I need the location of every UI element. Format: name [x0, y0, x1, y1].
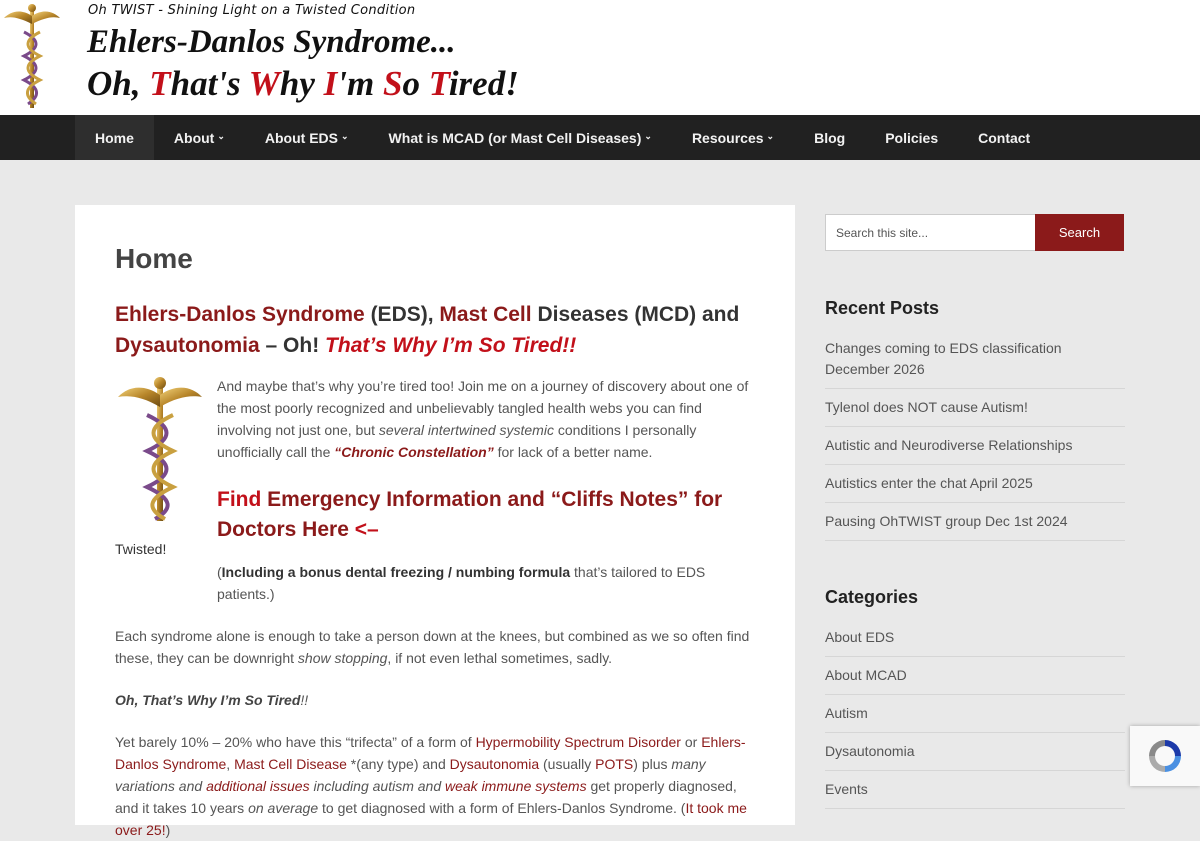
- title-part: S: [383, 64, 403, 103]
- recent-post-item[interactable]: Changes coming to EDS classification December 2026: [825, 338, 1125, 389]
- recent-post-item[interactable]: Tylenol does NOT cause Autism!: [825, 389, 1125, 427]
- tired-bold: Oh, That’s Why I’m So Tired: [115, 692, 301, 708]
- p4-text: *(any type) and: [346, 756, 450, 772]
- eds-link[interactable]: Ehlers-Danlos Syndrome: [115, 303, 365, 326]
- p4-text: to get diagnosed with a form of Ehlers-Danlos Syndrome. (: [318, 800, 686, 816]
- title-part: I: [323, 64, 338, 103]
- title-part: T: [149, 64, 171, 103]
- chevron-down-icon: ⌄: [341, 131, 349, 141]
- nav-item-about[interactable]: [154, 115, 245, 160]
- p1-text: And maybe that’s why you’re tired too! Join me on a journey of discovery about one of the most poorly recognized and unbelievably tangled health webs you can find involving not just one, but: [217, 378, 749, 438]
- tired-text: That’s Why I’m So Tired!!: [325, 334, 577, 357]
- nav-label: Contact: [978, 129, 1031, 146]
- nav-item-contact[interactable]: [958, 115, 1050, 160]
- p4-italic: including autism and: [309, 778, 445, 794]
- nav-label: Policies: [885, 129, 939, 146]
- syndrome-paragraph: [115, 625, 755, 669]
- dental-formula-note: [217, 561, 755, 605]
- recent-post-item[interactable]: Autistics enter the chat April 2025: [825, 465, 1125, 503]
- p1-text: for lack of a better name.: [493, 444, 653, 460]
- nav-item-resources[interactable]: [672, 115, 794, 160]
- hsd-link[interactable]: Hypermobility Spectrum Disorder: [475, 734, 681, 750]
- emergency-info-link[interactable]: [217, 485, 737, 545]
- find-word: Find: [217, 488, 262, 511]
- title-part: T: [428, 64, 449, 103]
- intro-text: – Oh!: [259, 334, 326, 357]
- note-text: that’s tailored to EDS patients.): [217, 564, 706, 602]
- caduceus-logo-icon[interactable]: [2, 2, 62, 112]
- caduceus-image-icon: [115, 375, 205, 525]
- recent-post-item[interactable]: Pausing OhTWIST group Dec 1st 2024: [825, 503, 1125, 541]
- pots-link[interactable]: POTS: [595, 756, 634, 772]
- p2-italic: show stopping: [297, 650, 388, 666]
- site-title-line1[interactable]: Ehlers-Danlos Syndrome...: [87, 24, 456, 60]
- recent-posts-title: Recent Posts: [825, 298, 940, 318]
- main-nav: [0, 115, 1200, 160]
- recaptcha-icon: [1145, 736, 1185, 776]
- nav-label: Home: [95, 129, 134, 146]
- weak-immune-link[interactable]: weak immune systems: [445, 778, 587, 794]
- title-part: 'm: [337, 64, 383, 103]
- p4-italic: many variations and: [115, 756, 706, 794]
- p4-text: get properly diagnosed, and it takes 10 years: [115, 778, 737, 816]
- nav-item-about-eds[interactable]: [245, 115, 369, 160]
- took-me-link[interactable]: It took me over 25!: [115, 800, 747, 838]
- arrow-text: <–: [354, 518, 379, 541]
- paren: (: [217, 564, 222, 580]
- additional-issues-link[interactable]: additional issues: [206, 778, 310, 794]
- recent-post-item[interactable]: Autistic and Neurodiverse Relationships: [825, 427, 1125, 465]
- title-part: o: [402, 64, 429, 103]
- nav-label: About EDS: [264, 129, 338, 146]
- tired-exclaim: !!: [300, 692, 309, 708]
- site-tagline: Oh TWIST - Shining Light on a Twisted Condition: [88, 3, 416, 18]
- chronic-constellation-link[interactable]: “Chronic Constellation”: [334, 444, 494, 460]
- main-content: [75, 205, 795, 838]
- intro-heading: [115, 299, 755, 361]
- nav-label: What is MCAD (or Mast Cell Diseases): [388, 129, 642, 146]
- chevron-down-icon: ⌄: [217, 131, 225, 141]
- dysautonomia-link[interactable]: Dysautonomia: [115, 334, 260, 357]
- p4-text: or: [680, 734, 702, 750]
- intro-text: Diseases (MCD) and: [531, 303, 740, 326]
- category-item[interactable]: Events: [825, 771, 1125, 809]
- search-input[interactable]: [825, 214, 1036, 251]
- p2-text: , if not even lethal sometimes, sadly.: [387, 650, 613, 666]
- p4-text: Yet barely 10% – 20% who have this “trifecta” of a form of: [115, 734, 476, 750]
- nav-item-mcad[interactable]: [369, 115, 672, 160]
- nav-item-policies[interactable]: [865, 115, 958, 160]
- nav-label: Blog: [814, 129, 846, 146]
- p4-italic: on average: [248, 800, 319, 816]
- page-title: Home: [115, 243, 193, 274]
- mcd-link[interactable]: Mast Cell Disease: [234, 756, 347, 772]
- mast-cell-link[interactable]: Mast Cell: [439, 303, 532, 326]
- image-caption: Twisted!: [115, 541, 167, 557]
- p1-italic: several intertwined systemic: [378, 422, 554, 438]
- dysautonomia-link[interactable]: Dysautonomia: [449, 756, 540, 772]
- nav-label: About: [173, 129, 215, 146]
- eds-link[interactable]: Ehlers-Danlos Syndrome: [115, 734, 746, 772]
- p4-text: ): [165, 822, 171, 838]
- p1-text: conditions I personally unofficially call the: [217, 422, 697, 460]
- trifecta-paragraph: [115, 731, 755, 841]
- find-text: Emergency Information and “Cliffs Notes” for Doctors Here: [217, 488, 723, 541]
- site-header: [0, 0, 1200, 115]
- p2-text: Each syndrome alone is enough to take a person down at the knees, but combined as we so often find these, they can be downright: [115, 628, 750, 666]
- nav-label: Resources: [691, 129, 764, 146]
- p4-text: ,: [226, 756, 235, 772]
- recaptcha-badge[interactable]: [1130, 726, 1200, 786]
- category-item[interactable]: Dysautonomia: [825, 733, 1125, 771]
- title-part: hat's: [170, 64, 249, 103]
- categories-title: Categories: [825, 587, 919, 607]
- nav-item-home[interactable]: [75, 115, 154, 160]
- dental-formula-bold: Including a bonus dental freezing / numbing formula: [221, 564, 571, 580]
- category-item[interactable]: About MCAD: [825, 657, 1125, 695]
- intro-paragraph: [217, 375, 755, 463]
- search-button[interactable]: Search: [1035, 214, 1124, 251]
- nav-item-blog[interactable]: [794, 115, 865, 160]
- category-item[interactable]: Autism: [825, 695, 1125, 733]
- p4-text: ) plus: [633, 756, 672, 772]
- recent-posts-list: [825, 338, 1125, 541]
- chevron-down-icon: ⌄: [766, 131, 775, 141]
- site-title-line2[interactable]: [87, 64, 519, 104]
- p4-text: (usually: [539, 756, 596, 772]
- title-part: hy: [279, 64, 324, 103]
- category-item[interactable]: About EDS: [825, 627, 1125, 657]
- title-part: W: [248, 64, 280, 103]
- title-part: Oh,: [87, 64, 150, 103]
- chevron-down-icon: ⌄: [644, 131, 652, 141]
- title-part: ired!: [448, 64, 519, 103]
- tired-paragraph: [115, 689, 755, 711]
- intro-block: [115, 375, 755, 605]
- categories-list: [825, 627, 1125, 809]
- intro-text: (EDS),: [364, 303, 440, 326]
